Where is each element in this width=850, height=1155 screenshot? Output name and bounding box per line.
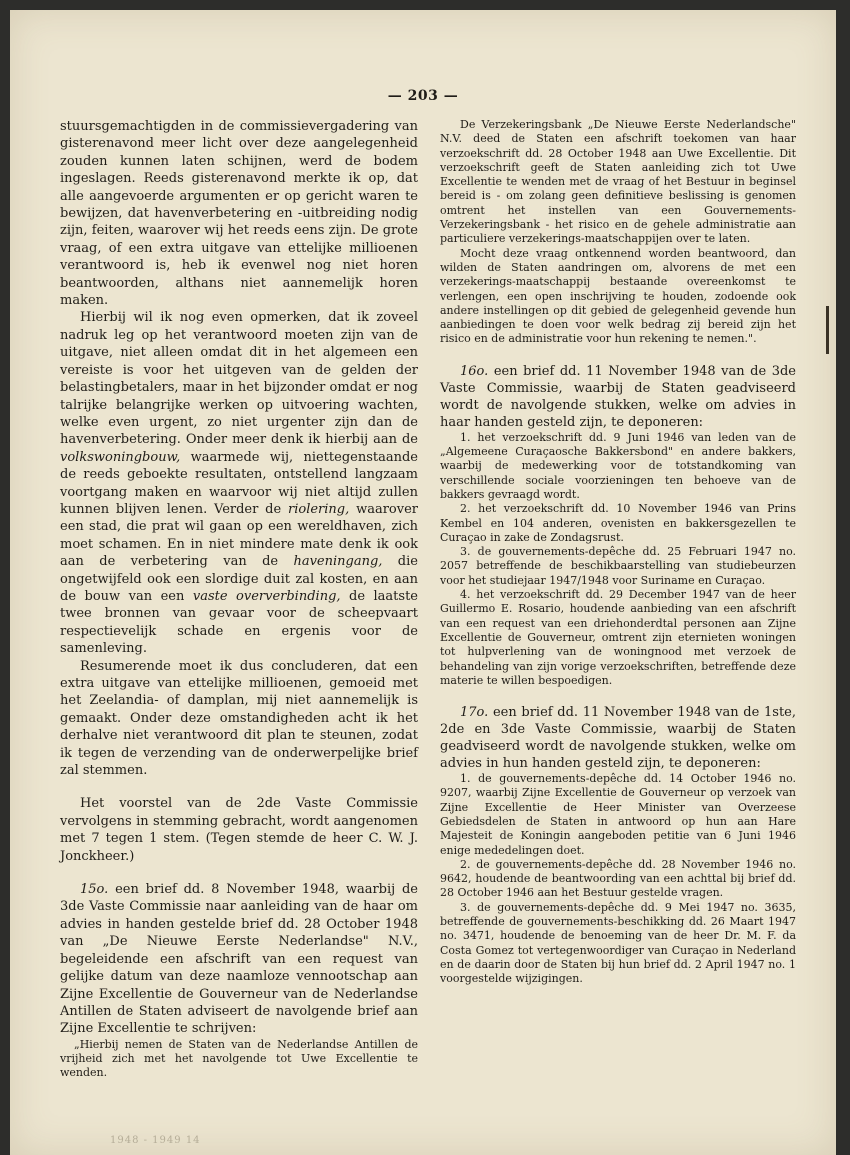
- left-paragraph-3: Resumerende moet ik dus concluderen, dat een extra uitgave van ettelijke millioenen, gemoeid met het Zeelandia- of damplan, mij niet aannemelijk is gemaakt. Onder deze omstandigheden acht ik het derhalve niet verantwoord dit plan te steunen, zodat ik tegen de verzending van de onderwerpelijke brief zal stemmen.: [60, 658, 418, 779]
- item-17-sub-1: 1. de gouvernements-depêche dd. 14 October 1946 no. 9207, waarbij Zijne Excellentie de Gouverneur op verzoek van Zijne Excellentie de Heer Minister van Overzeese Gebiedsdelen de Staten in antwoord op hun aan Hare Majesteit de Koningin aangeboden petitie van 6 Juni 1946 enige mededelingen doet.: [440, 772, 796, 857]
- emphasis-volkswoningbouw: volkswoningbouw,: [60, 449, 181, 465]
- left-paragraph-1: stuursgemachtigden in de commissievergadering van gisterenavond meer licht over deze aangelegenheid zouden kunnen laten schijnen, werd de bodem ingeslagen. Reeds gisterenavond merkte ik op, dat alle aangevoerde argumenten er op gericht waren te bewijzen, dat havenverbetering en -uitbreiding nodig zijn, feiten, waarover wij het reeds eens zijn. De grote vraag, of een extra uitgave van ettelijke millioenen verantwoord is, heb ik evenwel nog niet horen beantwoorden, althans niet aannemelijk horen maken.: [60, 119, 418, 309]
- left-column: [60, 118, 418, 1080]
- item-16-sub-4: 4. het verzoekschrift dd. 29 December 1947 van de heer Guillermo E. Rosario, houdende aanbieding van een afschrift van een request van een driehonderdtal personen aan Zijne Excellentie de Gouverneur, omtrent zijn eternieten woningen tot hulpverlening van de woningnood met verzoek de behandeling van zijn vorige verzoekschriften, betreffende deze materie te willen bespoedigen.: [440, 588, 796, 687]
- item-15-number: 15o.: [80, 882, 109, 898]
- voting-result: Het voorstel van de 2de Vaste Commissie vervolgens in stemming gebracht, wordt aangenomen met 7 tegen 1 stem. (Tegen stemde de heer C. W. J. Jonckheer.): [60, 796, 418, 864]
- item-17-sub-2: 2. de gouvernements-depêche dd. 28 November 1946 no. 9642, houdende de beantwoording van een achttal bij brief dd. 28 October 1946 aan het Bestuur gestelde vragen.: [440, 857, 796, 900]
- right-paragraph-1: De Verzekeringsbank „De Nieuwe Eerste Nederlandsche" N.V. deed de Staten een afschrift toekomen van haar verzoekschrift dd. 28 October 1948 aan Uwe Excellentie. Dit verzoekschrift geeft de Staten aanleiding zich tot Uwe Excellentie te wenden met de vraag of het Bestuur in beginsel bereid is - om zolang geen definitieve beslissing is genomen omtrent het instellen van een Gouvernements-Verzekeringsbank - het risico en de gehele administratie aan particuliere verzekerings-maatschappijen over te laten.: [440, 118, 796, 246]
- item-15: 15o. een brief dd. 8 November 1948, waarbij de 3de Vaste Commissie naar aanleiding van de haar om advies in handen gestelde brief dd. 28 October 1948 van „De Nieuwe Eerste Nederlandse" N.V., begeleidende een afschrift van een request van gelijke datum van deze naamloze vennootschap aan Zijne Excellentie de Gouverneur van de Nederlandse Antillen de Staten adviseert de navolgende brief aan Zijne Excellentie te schrijven:: [60, 882, 418, 1037]
- item-17: 17o. een brief dd. 11 November 1948 van de 1ste, 2de en 3de Vaste Commissie, waarbij de Staten geadviseerd wordt de navolgende stukken, welke om advies in hun handen gesteld zijn, te deponeren:: [440, 705, 796, 772]
- item-16-sub-3: 3. de gouvernements-depêche dd. 25 Februari 1947 no. 2057 betreffende de beschikbaarstelling van studiebeurzen voor het studiejaar 1947/1948 voor Suriname en Curaçao.: [440, 545, 796, 587]
- item-15-quote: „Hierbij nemen de Staten van de Nederlandse Antillen de vrijheid zich met het navolgende tot Uwe Excellentie te wenden.: [60, 1037, 418, 1079]
- item-16-number: 16o.: [460, 363, 489, 379]
- page-number: — 203 —: [387, 88, 459, 104]
- item-16-sub-2: 2. het verzoekschrift dd. 10 November 1946 van Prins Kembel en 104 anderen, ovenisten en bakkersgezellen te Curaçao in zake de Zondagsrust.: [440, 502, 796, 544]
- emphasis-haveningang: haveningang,: [293, 554, 383, 570]
- emphasis-vaste-oververbinding: vaste oververbinding,: [192, 588, 341, 604]
- bottom-ghost-text: 1948 - 1949 14: [110, 1135, 201, 1146]
- left-paragraph-2: Hierbij wil ik nog even opmerken, dat ik zoveel nadruk leg op het verantwoord moeten zijn van de uitgave, niet alleen omdat dit in het algemeen een vereiste is voor het uitgeven van de gelden der belastingbetalers, maar in het bijzonder omdat er nog talrijke belangrijke werken op uitvoering wachten, welke even urgent, zo niet urgenter zijn dan de havenverbetering. Onder meer denk ik hierbij aan de volkswoningbouw, waarmede wij, niettegenstaande de reeds geboekte resultaten, ontstellend langzaam voortgang maken en waarvoor wij niet altijd zullen kunnen blijven lenen. Verder de riolering, waarover een stad, die prat wil gaan op een wereldhaven, zich moet schamen. En in niet mindere mate denk ik ook aan de verbetering van de haveningang, die ongetwijfeld ook een slordige duit zal kosten, en aan de bouw van een vaste oververbinding, de laatste twee bronnen van gevaar voor de scheepvaart respectievelijk schade en ergenis voor de samenleving.: [60, 310, 418, 657]
- document-page: [10, 10, 836, 1155]
- margin-mark: [826, 306, 829, 354]
- item-17-number: 17o.: [460, 705, 489, 721]
- emphasis-riolering: riolering,: [288, 501, 350, 517]
- item-16: 16o. een brief dd. 11 November 1948 van de 3de Vaste Commissie, waarbij de Staten geadviseerd wordt de navolgende stukken, welke om advies in haar handen gesteld zijn, te deponeren:: [440, 363, 796, 430]
- right-paragraph-2: Mocht deze vraag ontkennend worden beantwoord, dan wilden de Staten aandringen om, alvorens de met een verzekerings-maatschappij bestaande overeenkomst te verlengen, een open inschrijving te houden, zodoende ook andere instellingen op dit gebied de gelegenheid gevende hun aanbiedingen te doen voor welk bedrag zij bereid zijn het risico en de administratie voor hun rekening te nemen.".: [440, 246, 796, 346]
- right-column: [440, 118, 796, 987]
- item-16-sub-1: 1. het verzoekschrift dd. 9 Juni 1946 van leden van de „Algemeene Curaçaosche Bakkersbond" en andere bakkers, waarbij de medewerking voor de totstandkoming van verschillende sociale voorzieningen ten behoeve van de bakkers gevraagd wordt.: [440, 430, 796, 501]
- item-17-sub-3: 3. de gouvernements-depêche dd. 9 Mei 1947 no. 3635, betreffende de gouvernements-beschikking dd. 26 Maart 1947 no. 3471, houdende de benoeming van de heer Dr. M. F. da Costa Gomez tot vertegenwoordiger van Curaçao in Nederland en de daarin door de Staten bij hun brief dd. 2 April 1947 no. 1 voorgestelde wijzigingen.: [440, 900, 796, 986]
